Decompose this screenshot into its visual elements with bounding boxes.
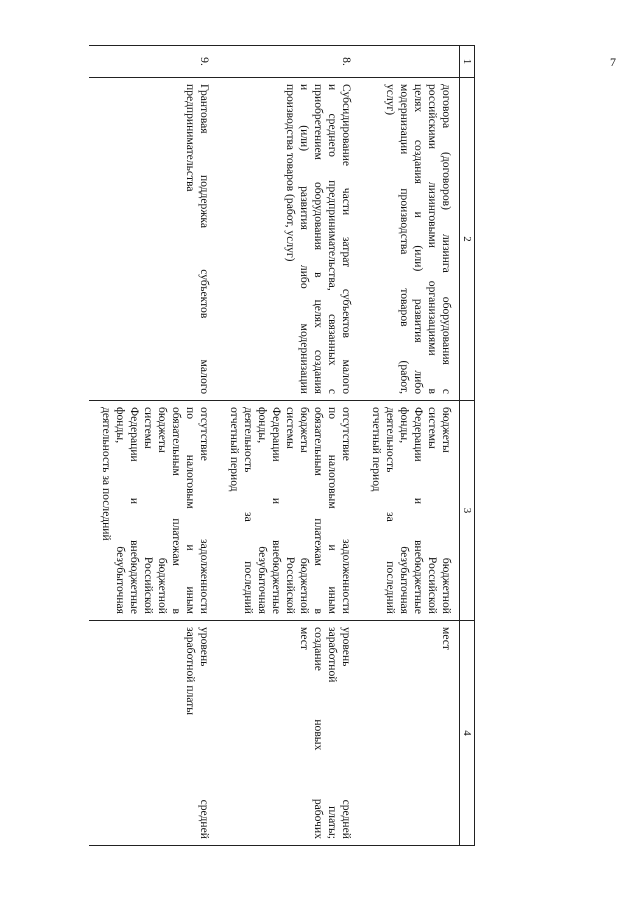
text-line: отчетный период xyxy=(370,407,383,492)
header-col-1: 1 xyxy=(460,46,475,78)
rotated-page xyxy=(100,45,475,845)
text-line: заработной платы xyxy=(184,627,197,716)
page-number: 7 xyxy=(610,55,616,69)
text-line: производства товаров (работ, услуг) xyxy=(284,84,297,262)
text-line: по налоговым и иным xyxy=(184,407,197,614)
header-col-2: 2 xyxy=(460,78,475,401)
row-requirements xyxy=(359,401,460,621)
text-line: мест xyxy=(440,627,453,650)
text-line: обязательным платежам в xyxy=(312,407,325,614)
text-line: Субсидирование части затрат субъектов малого xyxy=(340,84,353,394)
table-row xyxy=(89,46,217,846)
text-line: фонды, безубыточная xyxy=(398,407,411,614)
table-row xyxy=(359,46,460,846)
text-line: обязательным платежам в xyxy=(170,407,183,614)
text-line: системы Российской xyxy=(142,407,155,614)
text-line: деятельность за последний xyxy=(384,407,397,614)
text-line: отчетный период xyxy=(228,407,241,492)
text-line: и среднего предпринимательства, связанных с xyxy=(326,84,339,394)
row-number: 9. xyxy=(89,46,217,78)
text-line: Федерации и внебюджетные xyxy=(270,407,283,614)
text-line: Федерации и внебюджетные xyxy=(412,407,425,614)
text-line: бюджеты бюджетной xyxy=(440,407,453,614)
header-col-4: 4 xyxy=(460,621,475,846)
text-line: заработной платы; xyxy=(326,627,339,839)
text-line: Грантовая поддержка субъектов малого xyxy=(198,84,211,394)
text-line: фонды, безубыточная xyxy=(114,407,127,614)
text-line: деятельность за последний xyxy=(242,407,255,614)
text-line: услуг) xyxy=(384,84,397,116)
row-indicators xyxy=(89,621,217,846)
header-col-3: 3 xyxy=(460,401,475,621)
text-line: уровень средней xyxy=(198,627,211,839)
text-line: фонды, безубыточная xyxy=(256,407,269,614)
text-line: российскими лизинговыми организациями в xyxy=(426,84,439,394)
text-line: деятельность за последний xyxy=(100,407,113,541)
text-line: по налоговым и иным xyxy=(326,407,339,614)
text-line: уровень средней xyxy=(340,627,353,839)
text-line: целях создания и (или) развития либо xyxy=(412,84,425,394)
text-line: договора (договоров) лизинга оборудования с xyxy=(440,84,453,394)
row-description xyxy=(89,78,217,401)
text-line: отсутствие задолженности xyxy=(340,407,353,614)
text-line: отсутствие задолженности xyxy=(198,407,211,614)
text-line: Федерации и внебюджетные xyxy=(128,407,141,614)
text-line: и (или) развития либо модернизации xyxy=(298,84,311,394)
row-requirements xyxy=(89,401,217,621)
text-line: приобретением оборудования в целях создания xyxy=(312,84,325,394)
text-line: мест xyxy=(298,627,311,650)
row-description xyxy=(359,78,460,401)
table-row xyxy=(217,46,359,846)
row-indicators xyxy=(217,621,359,846)
document-table xyxy=(89,45,475,846)
row-number: 8. xyxy=(217,46,359,78)
text-line: создание новых рабочих xyxy=(312,627,325,839)
row-number xyxy=(359,46,460,78)
text-line: системы Российской xyxy=(426,407,439,614)
text-line: бюджеты бюджетной xyxy=(156,407,169,614)
header-row xyxy=(460,46,475,846)
text-line: системы Российской xyxy=(284,407,297,614)
row-indicators xyxy=(359,621,460,846)
text-line: модернизации производства товаров (работ, xyxy=(398,84,411,394)
text-line: предпринимательства xyxy=(184,84,197,192)
row-requirements xyxy=(217,401,359,621)
text-line: бюджеты бюджетной xyxy=(298,407,311,614)
row-description xyxy=(217,78,359,401)
